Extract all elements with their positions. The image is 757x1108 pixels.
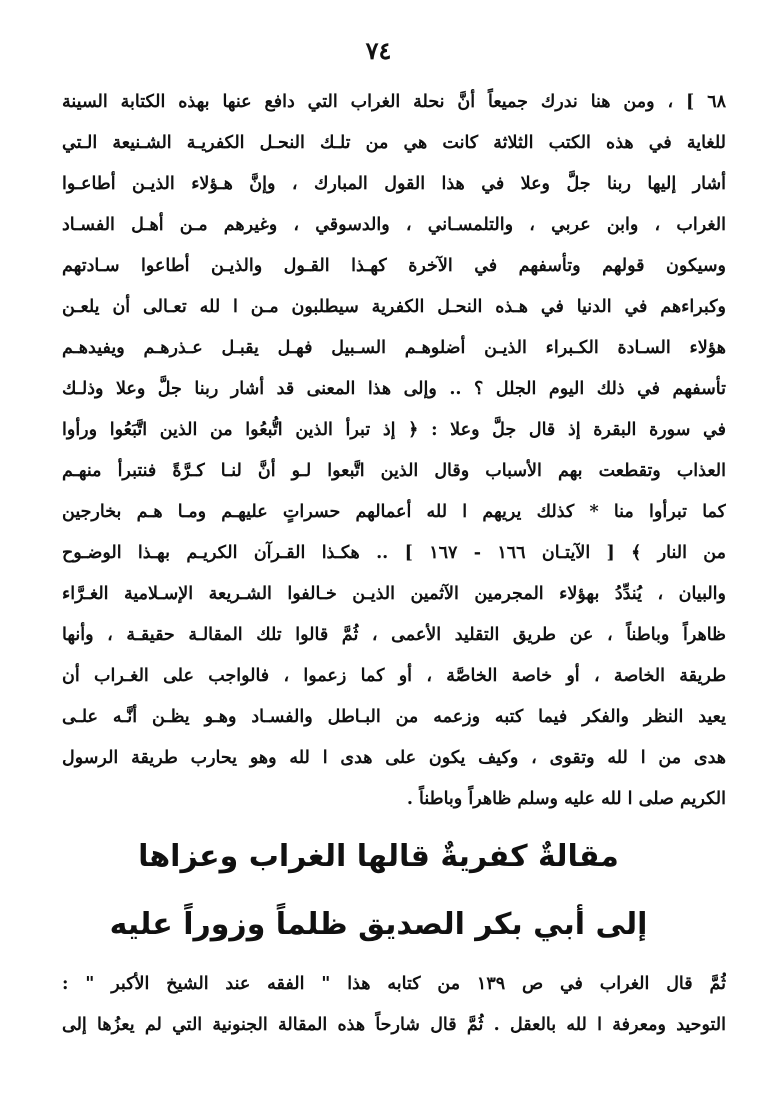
text-line: وسيكون قولهم وتأسفهم في الآخرة كهـذا القـول والذيـن أطاعوا سـادتهم <box>62 256 726 276</box>
text-line: وكبراءهم في الدنيا في هـذه النحـل الكفرية سيطلبون مـن ا لله تعـالى أن يلعـن <box>62 297 726 317</box>
text-line: للغاية في هذه الكتب الثلاثة كانت هي من تلـك النحـل الكفريـة الشـنيعة الـتي <box>62 133 726 153</box>
page-number: ٧٤ <box>365 36 392 65</box>
text-line: الكريم صلى ا لله عليه وسلم ظاهراً وباطناً . <box>406 789 726 809</box>
text-line: في سورة البقرة إذ قال جلَّ وعلا : ﴿ إذ تبرأ الذين اتُّبعُوا من الذين اتَّبَعُوا ورأوا <box>62 420 726 440</box>
text-line: والبيان ، يُندِّدُ بهؤلاء المجرمين الآثمين الذيـن خـالفوا الشـريعة الإسـلامية الغـرَّاء <box>62 584 726 604</box>
section-heading-line-2: إلى أبي بكر الصديق ظلماً وزوراً عليه <box>109 907 648 942</box>
text-line: العذاب وتقطعت بهم الأسباب وقال الذين اتَّبعوا لـو أنَّ لنـا كـرَّةً فنتبرأ منهـم <box>62 461 726 481</box>
text-line: يعيد النظر والفكر فيما كتبه وزعمه من البـاطل والفسـاد وهـو يظـن أنَّـه علـى <box>62 707 726 727</box>
text-line: طريقة الخاصة ، أو خاصة الخاصَّة ، أو كما زعموا ، فالواجب على الغـراب أن <box>62 666 726 686</box>
text-line: من النار ﴾ [ الآيتـان ١٦٦ - ١٦٧ ] .. هكـذا القـرآن الكريـم بهـذا الوضـوح <box>62 543 726 563</box>
text-line: ٦٨ ] ، ومن هنا ندرك جميعاً أنَّ نحلة الغراب التي دافع عنها بهذه الكتابة السينة <box>62 92 726 112</box>
text-line: هؤلاء السـادة الكـبراء الذيـن أضلوهـم السـبيل فهـل يقبـل عـذرهـم ويفيدهـم <box>62 338 726 358</box>
text-line: ثُمَّ قال الغراب في ص ١٣٩ من كتابه هذا " الفقه عند الشيخ الأكبر " : <box>62 974 726 994</box>
paragraph-1 <box>62 82 726 820</box>
text-line: ظاهراً وباطناً ، عن طريق التقليد الأعمى ، ثُمَّ قالوا تلك المقالـة حقيقـة ، وأنها <box>62 625 726 645</box>
text-line: التوحيد ومعرفة ا لله بالعقل . ثُمَّ قال شارحاً هذه المقالة الجنونية التي لم يعزُها إلى <box>62 1015 726 1035</box>
text-line: أشار إليها ربنا جلَّ وعلا في هذا القول المبارك ، وإنَّ هـؤلاء الذيـن أطاعـوا <box>62 174 726 194</box>
text-line: كما تبرأوا منا * كذلك يريهم ا لله أعمالهم حسراتٍ عليهـم ومـا هـم بخارجين <box>62 502 726 522</box>
text-line: تأسفهم في ذلك اليوم الجلل ؟ .. وإلى هذا المعنى قد أشار ربنا جلَّ وعلا وذلـك <box>62 379 726 399</box>
text-line: الغراب ، وابن عربي ، والتلمسـاني ، والدسوقي ، وغيرهم مـن أهـل الفسـاد <box>62 215 726 235</box>
text-line: هدى من ا لله وتقوى ، وكيف يكون على هدى ا لله وهو يحارب طريقة الرسول <box>62 748 726 768</box>
paragraph-2 <box>62 964 726 1046</box>
section-heading-line-1: مقالةٌ كفريةٌ قالها الغراب وعزاها <box>138 839 619 874</box>
